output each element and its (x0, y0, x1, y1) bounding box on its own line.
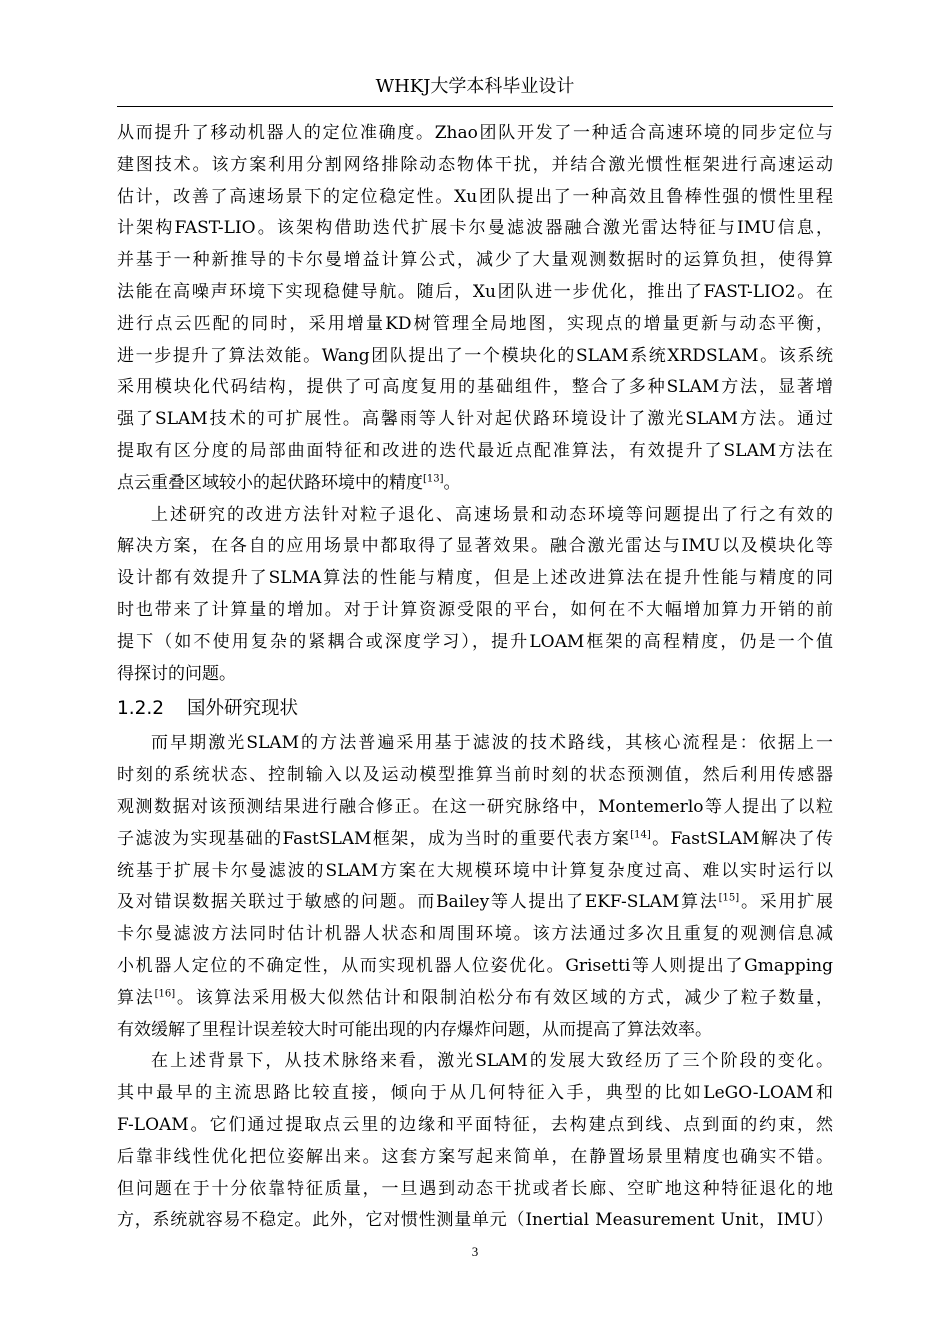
text-line: 进一步提升了算法效能。Wang团队提出了一个模块化的SLAM系统XRDSLAM。该系统 (117, 345, 833, 366)
text-line: F-LOAM。它们通过提取点云里的边缘和平面特征，去构建点到线、点到面的约束，然 (117, 1114, 833, 1135)
text-line: 其中最早的主流思路比较直接，倾向于从几何特征入手，典型的比如LeGO-LOAM和 (117, 1083, 833, 1104)
section-number: 1.2.2 (117, 698, 165, 720)
text-line: 方，系统就容易不稳定。此外，它对惯性测量单元（Inertial Measurement Unit，IMU） (117, 1210, 833, 1231)
text-line: 时刻的系统状态、控制输入以及运动模型推算当前时刻的状态预测值，然后利用传感器 (117, 765, 833, 786)
citation-marker: [16] (154, 988, 176, 1000)
text-line: 从而提升了移动机器人的定位准确度。Zhao团队开发了一种适合高速环境的同步定位与 (117, 123, 833, 143)
section-heading (117, 690, 833, 728)
paragraph-1 (117, 118, 833, 500)
paragraph-2 (117, 500, 833, 691)
text-line: 解决方案，在各自的应用场景中都取得了显著效果。融合激光雷达与IMU以及模块化等 (117, 536, 833, 557)
text-line: 提取有区分度的局部曲面特征和改进的迭代最近点配准算法，有效提升了SLAM方法在 (117, 440, 833, 461)
text-line: 并基于一种新推导的卡尔曼增益计算公式，减少了大量观测数据时的运算负担，使得算 (117, 250, 833, 271)
document-body (117, 118, 833, 1237)
text-line: 进行点云匹配的同时，采用增量KD树管理全局地图，实现点的增量更新与动态平衡， (117, 313, 833, 334)
text-line: 但问题在于十分依靠特征质量，一旦遇到动态干扰或者长廊、空旷地这种特征退化的地 (117, 1178, 833, 1199)
text-line: 建图技术。该方案利用分割网络排除动态物体干扰，并结合激光惯性框架进行高速运动 (117, 154, 833, 175)
text-line: 而早期激光SLAM的方法普遍采用基于滤波的技术路线，其核心流程是：依据上一 (151, 733, 833, 754)
citation-marker: [15] (718, 892, 740, 904)
text-line: 上述研究的改进方法针对粒子退化、高速场景和动态环境等问题提出了行之有效的 (151, 504, 833, 525)
text-line: 算法[16]。该算法采用极大似然估计和限制泊松分布有效区域的方式，减少了粒子数量， (117, 987, 833, 1008)
text-line: 后靠非线性优化把位姿解出来。这套方案写起来简单，在静置场景里精度也确实不错。 (117, 1146, 833, 1167)
text-line: 小机器人定位的不确定性，从而实现机器人位姿优化。Grisetti等人则提出了Gmapping (117, 955, 833, 976)
text-line: 在上述背景下，从技术脉络来看，激光SLAM的发展大致经历了三个阶段的变化。 (151, 1051, 833, 1072)
text-line: 估计，改善了高速场景下的定位稳定性。Xu团队提出了一种高效且鲁棒性强的惯性里程 (117, 186, 833, 207)
citation-marker: [14] (630, 829, 651, 841)
page-number: 3 (471, 1244, 479, 1259)
text-line: 子滤波为实现基础的FastSLAM框架，成为当时的重要代表方案[14]。FastSLAM解决了传 (117, 828, 833, 849)
page-header: WHKJ大学本科毕业设计 (375, 76, 575, 97)
text-line: 强了SLAM技术的可扩展性。高馨雨等人针对起伏路环境设计了激光SLAM方法。通过 (117, 409, 833, 430)
text-line: 法能在高噪声环境下实现稳健导航。随后，Xu团队进一步优化，推出了FAST-LIO2。在 (117, 281, 833, 302)
text-line: 卡尔曼滤波方法同时估计机器人状态和周围环境。该方法通过多次且重复的观测信息减 (117, 924, 833, 945)
text-line: 设计都有效提升了SLMA算法的性能与精度，但是上述改进算法在提升性能与精度的同 (117, 568, 833, 589)
section-title: 国外研究现状 (187, 698, 299, 720)
text-line: 有效缓解了里程计误差较大时可能出现的内存爆炸问题，从而提高了算法效率。 (117, 1019, 712, 1040)
text-line: 时也带来了计算量的增加。对于计算资源受限的平台，如何在不大幅增加算力开销的前 (117, 599, 833, 620)
text-line: 采用模块化代码结构，提供了可高度复用的基础组件，整合了多种SLAM方法，显著增 (117, 377, 833, 398)
paragraph-3 (117, 728, 833, 1046)
text-line: 统基于扩展卡尔曼滤波的SLAM方案在大规模环境中计算复杂度过高、难以实时运行以 (117, 860, 833, 881)
text-line: 点云重叠区域较小的起伏路环境中的精度[13]。 (117, 472, 461, 493)
citation-marker: [13] (423, 473, 444, 485)
paragraph-4 (117, 1046, 833, 1237)
header-rule (117, 106, 833, 107)
text-line: 计架构FAST-LIO。该架构借助迭代扩展卡尔曼滤波器融合激光雷达特征与IMU信息， (117, 218, 833, 239)
text-line: 提下（如不使用复杂的紧耦合或深度学习），提升LOAM框架的高程精度，仍是一个值 (117, 631, 833, 652)
text-line: 及对错误数据关联过于敏感的问题。而Bailey等人提出了EKF-SLAM算法[15]。采用扩展 (117, 892, 834, 913)
text-line: 观测数据对该预测结果进行融合修正。在这一研究脉络中，Montemerlo等人提出了以粒 (117, 796, 833, 817)
text-line: 得探讨的问题。 (117, 663, 236, 684)
